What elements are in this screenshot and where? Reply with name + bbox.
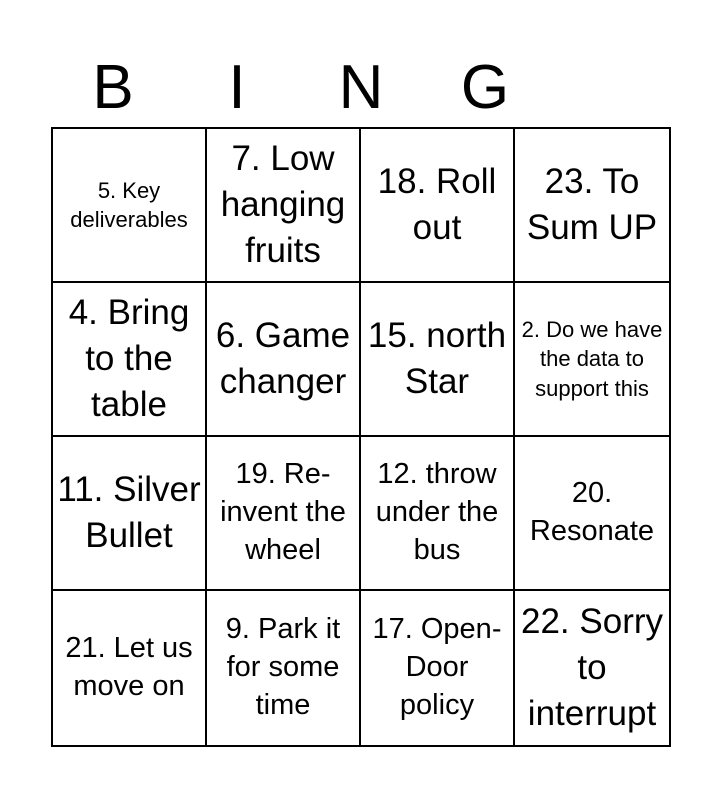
bingo-cell[interactable] (207, 283, 361, 437)
bingo-cell[interactable] (515, 591, 669, 745)
bingo-cell[interactable] (53, 437, 207, 591)
bingo-cell[interactable] (53, 129, 207, 283)
bingo-cell[interactable] (53, 591, 207, 745)
header-letter-g: G (460, 53, 510, 122)
bingo-cell[interactable] (361, 129, 515, 283)
cell-text: 2. Do we have the data to support this (521, 317, 663, 401)
cell-text: 20. Resonate (529, 477, 655, 547)
bingo-cell[interactable] (207, 437, 361, 591)
bingo-board (51, 127, 671, 747)
cell-text: 18. Roll out (377, 161, 497, 247)
bingo-cell[interactable] (361, 437, 515, 591)
bingo-cell[interactable] (361, 283, 515, 437)
cell-text: 9. Park it for some time (225, 613, 341, 721)
bingo-cell[interactable] (515, 129, 669, 283)
cell-text: 4. Bring to the table (68, 292, 190, 425)
bingo-cell[interactable] (53, 283, 207, 437)
cell-text: 5. Key deliverables (70, 177, 188, 232)
cell-text: 12. throw under the bus (375, 458, 499, 566)
cell-text: 11. Silver Bullet (57, 469, 201, 555)
bingo-cell[interactable] (361, 591, 515, 745)
bingo-cell[interactable] (207, 591, 361, 745)
cell-text: 6. Game changer (215, 315, 351, 401)
header-letter-b: B (92, 53, 134, 122)
cell-text: 21. Let us move on (65, 632, 193, 702)
cell-text: 7. Low hanging fruits (220, 138, 346, 271)
cell-text: 22. Sorry to interrupt (521, 601, 663, 734)
bingo-cell[interactable] (515, 283, 669, 437)
cell-text: 17. Open-Door policy (372, 613, 502, 721)
cell-text: 19. Re-invent the wheel (220, 458, 346, 566)
cell-text: 23. To Sum UP (526, 161, 658, 247)
bingo-header (51, 52, 671, 124)
cell-text: 15. north Star (367, 315, 507, 401)
header-letter-i: I (228, 53, 246, 122)
bingo-cell[interactable] (515, 437, 669, 591)
bingo-cell[interactable] (207, 129, 361, 283)
header-letter-n: N (338, 53, 384, 122)
